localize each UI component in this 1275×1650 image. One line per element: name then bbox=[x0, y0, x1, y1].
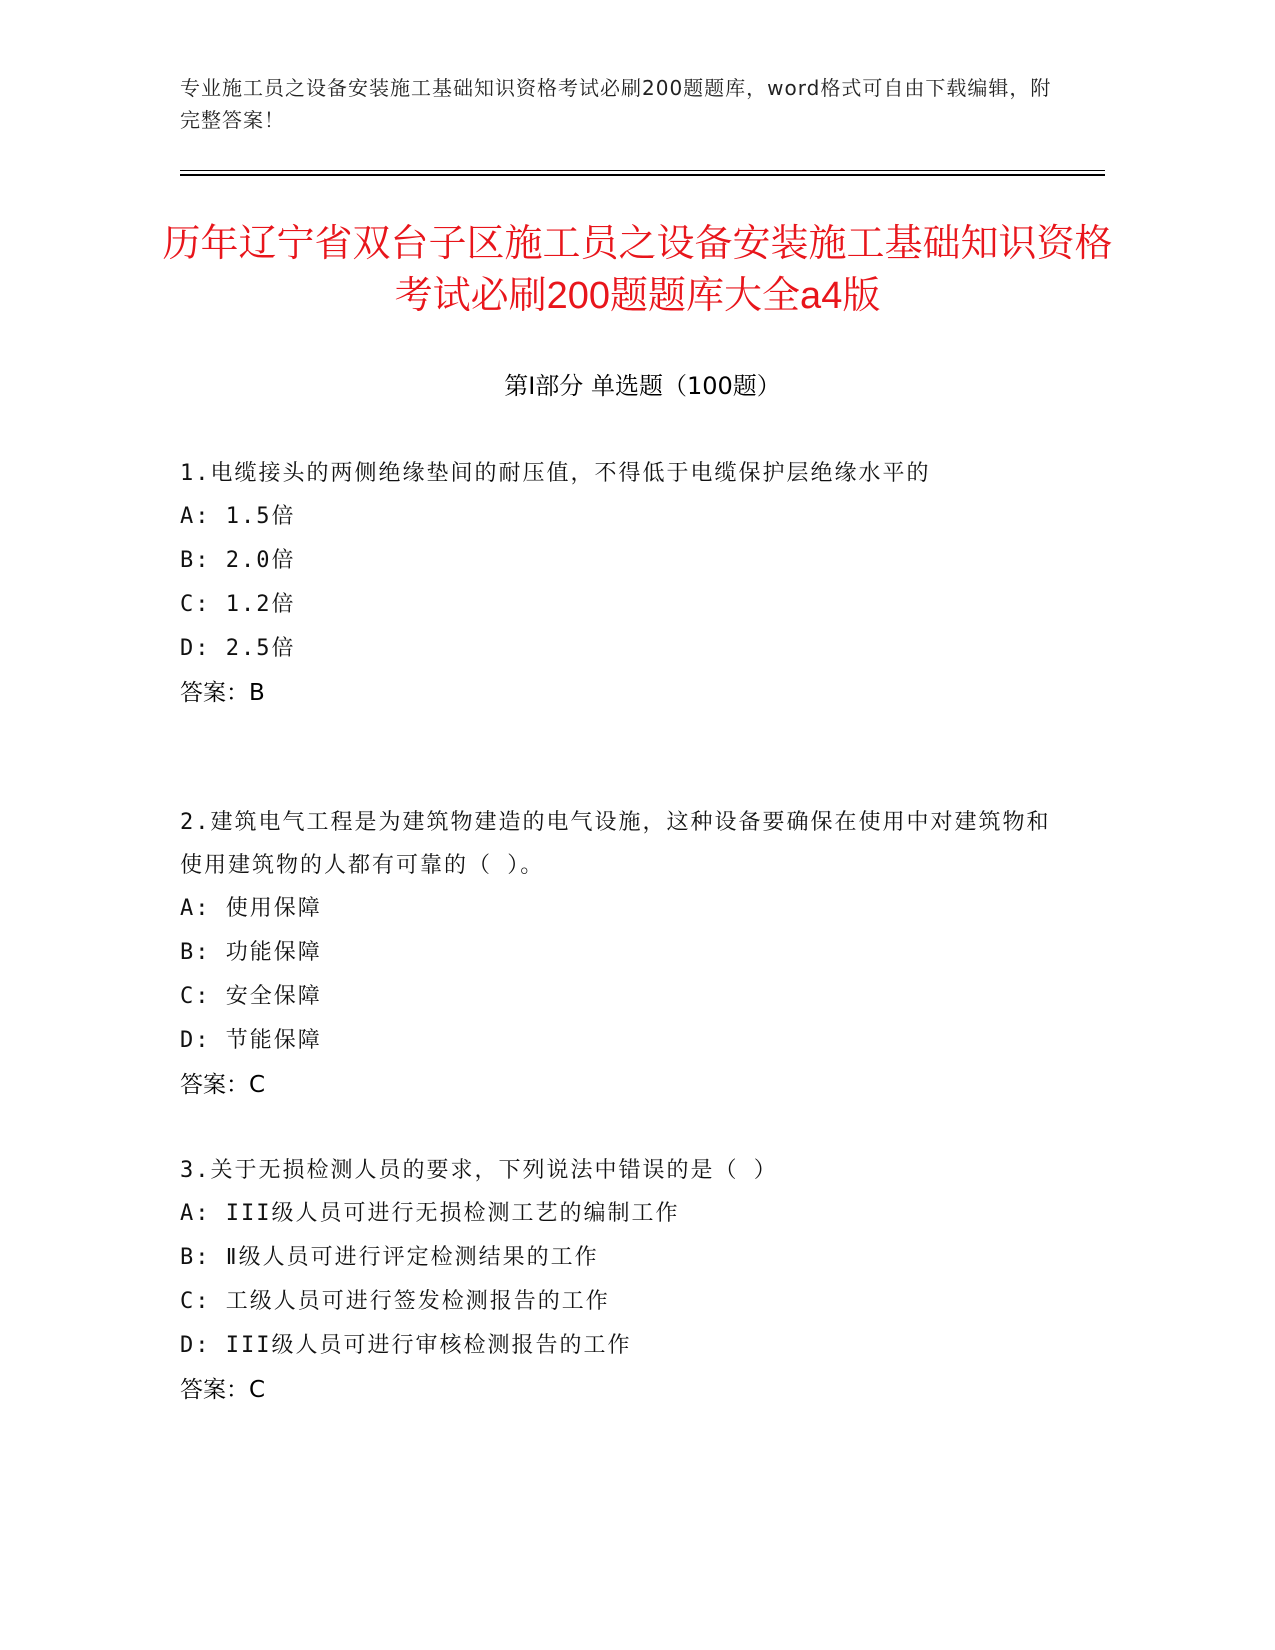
option-c: C: 工级人员可进行签发检测报告的工作 bbox=[180, 1289, 610, 1314]
header-note: 专业施工员之设备安装施工基础知识资格考试必刷200题题库，word格式可自由下载编辑，附完整答案！ bbox=[180, 76, 1052, 132]
option-d: D: 2.5倍 bbox=[180, 636, 296, 661]
option-d: D: 节能保障 bbox=[180, 1028, 322, 1053]
answer: 答案：C bbox=[180, 1072, 266, 1098]
option-b: B: 功能保障 bbox=[180, 940, 322, 965]
answer: 答案：C bbox=[180, 1377, 266, 1403]
option-c: C: 1.2倍 bbox=[180, 592, 296, 617]
section-heading: 第I部分 单选题（100题） bbox=[504, 372, 781, 400]
question-3 bbox=[180, 1149, 1060, 1412]
document-title: 历年辽宁省双台子区施工员之设备安装施工基础知识资格考试必刷200题题库大全a4版 bbox=[162, 223, 1113, 317]
option-c: C: 安全保障 bbox=[180, 984, 322, 1009]
option-b: B: Ⅱ级人员可进行评定检测结果的工作 bbox=[180, 1245, 599, 1270]
header-rule-thick bbox=[180, 174, 1105, 176]
question-stem: 1.电缆接头的两侧绝缘垫间的耐压值，不得低于电缆保护层绝缘水平的 bbox=[180, 461, 931, 486]
option-a: A: 1.5倍 bbox=[180, 504, 296, 529]
question-2 bbox=[180, 801, 1060, 1107]
option-a: A: 使用保障 bbox=[180, 896, 322, 921]
question-stem: 2.建筑电气工程是为建筑物建造的电气设施，这种设备要确保在使用中对建筑物和使用建筑物的人都有可靠的（ ）。 bbox=[180, 810, 1051, 878]
option-d: D: III级人员可进行审核检测报告的工作 bbox=[180, 1333, 632, 1358]
option-b: B: 2.0倍 bbox=[180, 548, 296, 573]
answer: 答案：B bbox=[180, 680, 265, 706]
option-a: A: III级人员可进行无损检测工艺的编制工作 bbox=[180, 1201, 680, 1226]
header-rule-thin bbox=[180, 170, 1105, 171]
question-1 bbox=[180, 452, 1060, 715]
question-stem: 3.关于无损检测人员的要求，下列说法中错误的是（ ） bbox=[180, 1158, 778, 1183]
